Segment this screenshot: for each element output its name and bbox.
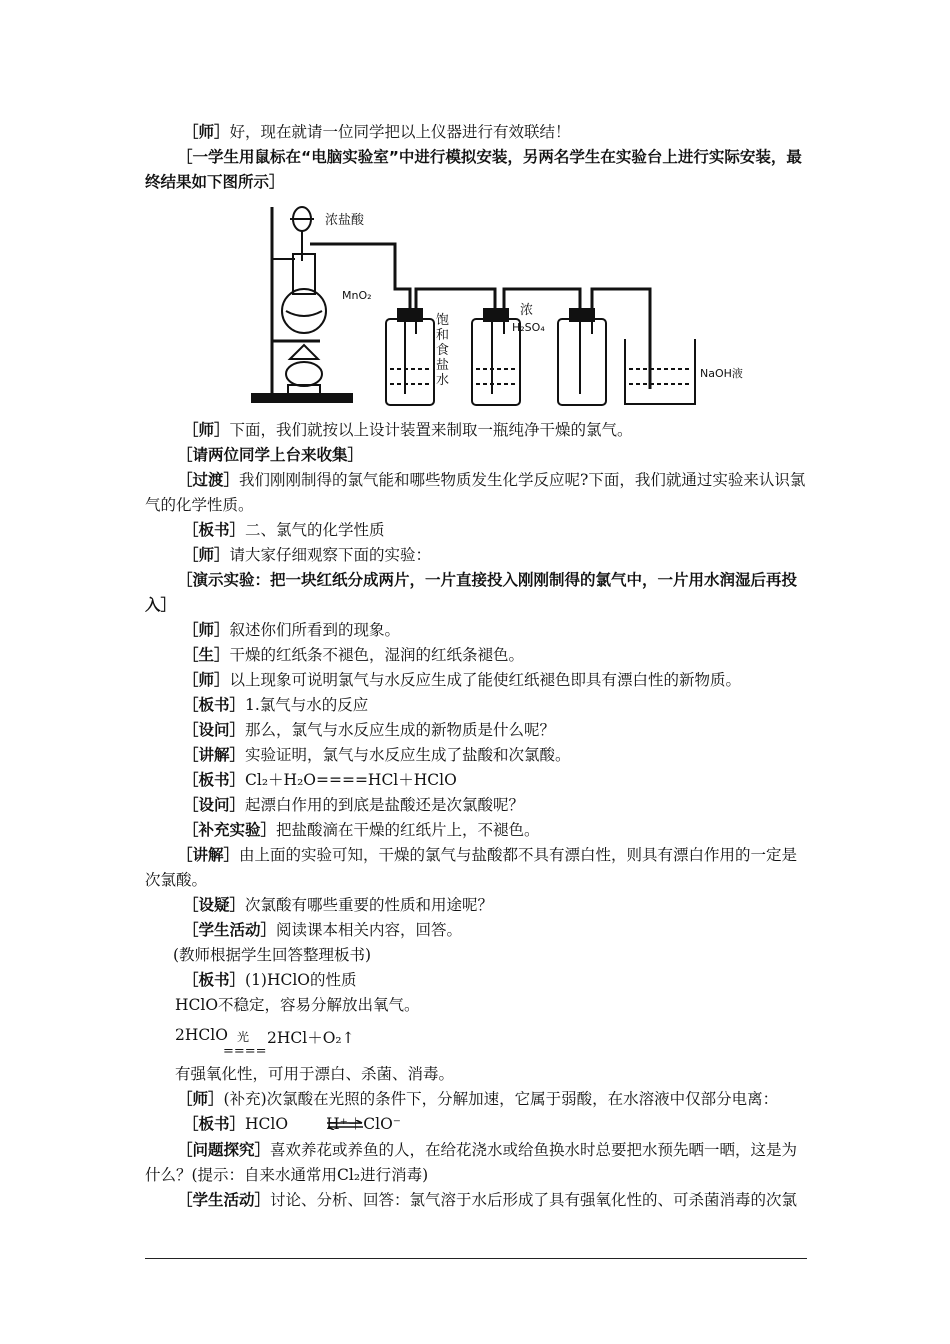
svg-text:饱: 饱 <box>436 313 450 328</box>
paragraph: ［师］下面，我们就按以上设计装置来制取一瓶纯净干燥的氯气。 <box>183 421 633 439</box>
eq-condition: 光 <box>237 1030 250 1044</box>
paragraph: ［板书］二、氯气的化学性质 <box>183 521 385 539</box>
paragraph: ［问题探究］喜欢养花或养鱼的人，在给花浇水或给鱼换水时总要把水预先晒一晒，这是为什么？(提示：自来水通常用Cl₂进行消毒) <box>145 1140 798 1184</box>
svg-text:食: 食 <box>436 343 450 358</box>
label-conc: 浓 <box>520 303 534 318</box>
paragraph-bold: ［一学生用鼠标在“电脑实验室”中进行模拟安装，另两名学生在实验台上进行实际安装，最终结果如下图所示］ <box>145 148 802 191</box>
eq-sign: ==== <box>223 1044 267 1059</box>
paragraph: ［生］干燥的红纸条不褪色，湿润的红纸条褪色。 <box>183 646 525 664</box>
paragraph <box>145 120 807 145</box>
paragraph: ［补充实验］把盐酸滴在干燥的红纸片上，不褪色。 <box>183 821 540 839</box>
label-h2so4: H₂SO₄ <box>512 321 545 334</box>
paragraph: ［板书］1.氯气与水的反应 <box>183 696 369 714</box>
paragraph: ［板书］HClO H⁺＋ClO⁻ <box>145 1112 807 1138</box>
paragraph: ［设问］那么，氯气与水反应生成的新物质是什么呢？ <box>183 721 556 739</box>
label-mno2: MnO₂ <box>342 289 372 302</box>
paragraph: ［师］叙述你们所看到的现象。 <box>183 621 401 639</box>
stand-base <box>252 394 352 402</box>
svg-text:和: 和 <box>436 328 450 343</box>
paragraph: (教师根据学生回答整理板书) <box>173 946 372 964</box>
paragraph: ［讲解］由上面的实验可知，干燥的氯气与盐酸都不具有漂白性，则具有漂白作用的一定是次氯酸。 <box>145 846 798 889</box>
label-conc-hcl: 浓盐酸 <box>325 213 365 228</box>
paragraph: ［板书］(1)HClO的性质 <box>183 971 357 989</box>
footer-rule <box>145 1258 807 1259</box>
paragraph: ［板书］Cl₂＋H₂O====HCl＋HClO <box>183 771 457 789</box>
paragraph: ［师］(补充)次氯酸在光照的条件下，分解加速，它属于弱酸，在水溶液中仅部分电离： <box>177 1090 779 1108</box>
paragraph: ［学生活动］阅读课本相关内容，回答。 <box>183 921 463 939</box>
paragraph: ［讲解］实验证明，氯气与水反应生成了盐酸和次氯酸。 <box>183 746 571 764</box>
eq-left: 2HClO <box>175 1026 228 1044</box>
tag-teacher: ［师］ <box>183 123 230 141</box>
paragraph-bold: ［请两位同学上台来收集］ <box>177 446 364 464</box>
chlorine-apparatus-diagram <box>250 199 810 414</box>
svg-text:水: 水 <box>436 373 450 388</box>
paragraph: ［设疑］次氯酸有哪些重要的性质和用途呢？ <box>183 896 494 914</box>
equilibrium-arrow-icon <box>288 1113 326 1138</box>
paragraph: 有强氧化性，可用于漂白、杀菌、消毒。 <box>175 1065 455 1083</box>
eq-right: 2HCl＋O₂↑ <box>267 1029 355 1047</box>
paragraph: ［过渡］我们刚刚制得的氯气能和哪些物质发生化学反应呢?下面，我们就通过实验来认识氯气的化学性质。 <box>145 471 806 514</box>
paragraph: ［学生活动］讨论、分析、回答：氯气溶于水后形成了具有强氧化性的、可杀菌消毒的次氯 <box>177 1190 798 1209</box>
decomposition-equation <box>145 1018 807 1062</box>
document-body <box>145 120 807 1213</box>
paragraph: HClO不稳定，容易分解放出氧气。 <box>175 996 420 1014</box>
paragraph-bold: ［演示实验：把一块红纸分成两片，一片直接投入刚刚制得的氯气中，一片用水润湿后再投入］ <box>145 571 798 614</box>
paragraph: ［设问］起漂白作用的到底是盐酸还是次氯酸呢？ <box>183 796 525 814</box>
svg-text:盐: 盐 <box>436 358 450 373</box>
paragraph: ［师］请大家仔细观察下面的实验： <box>183 546 432 564</box>
label-naoh: NaOH液 <box>700 367 743 380</box>
text: 好，现在就请一位同学把以上仪器进行有效联结！ <box>229 123 571 141</box>
paragraph: ［师］以上现象可说明氯气与水反应生成了能使红纸褪色即具有漂白性的新物质。 <box>183 671 742 689</box>
apparatus-figure <box>250 199 810 414</box>
